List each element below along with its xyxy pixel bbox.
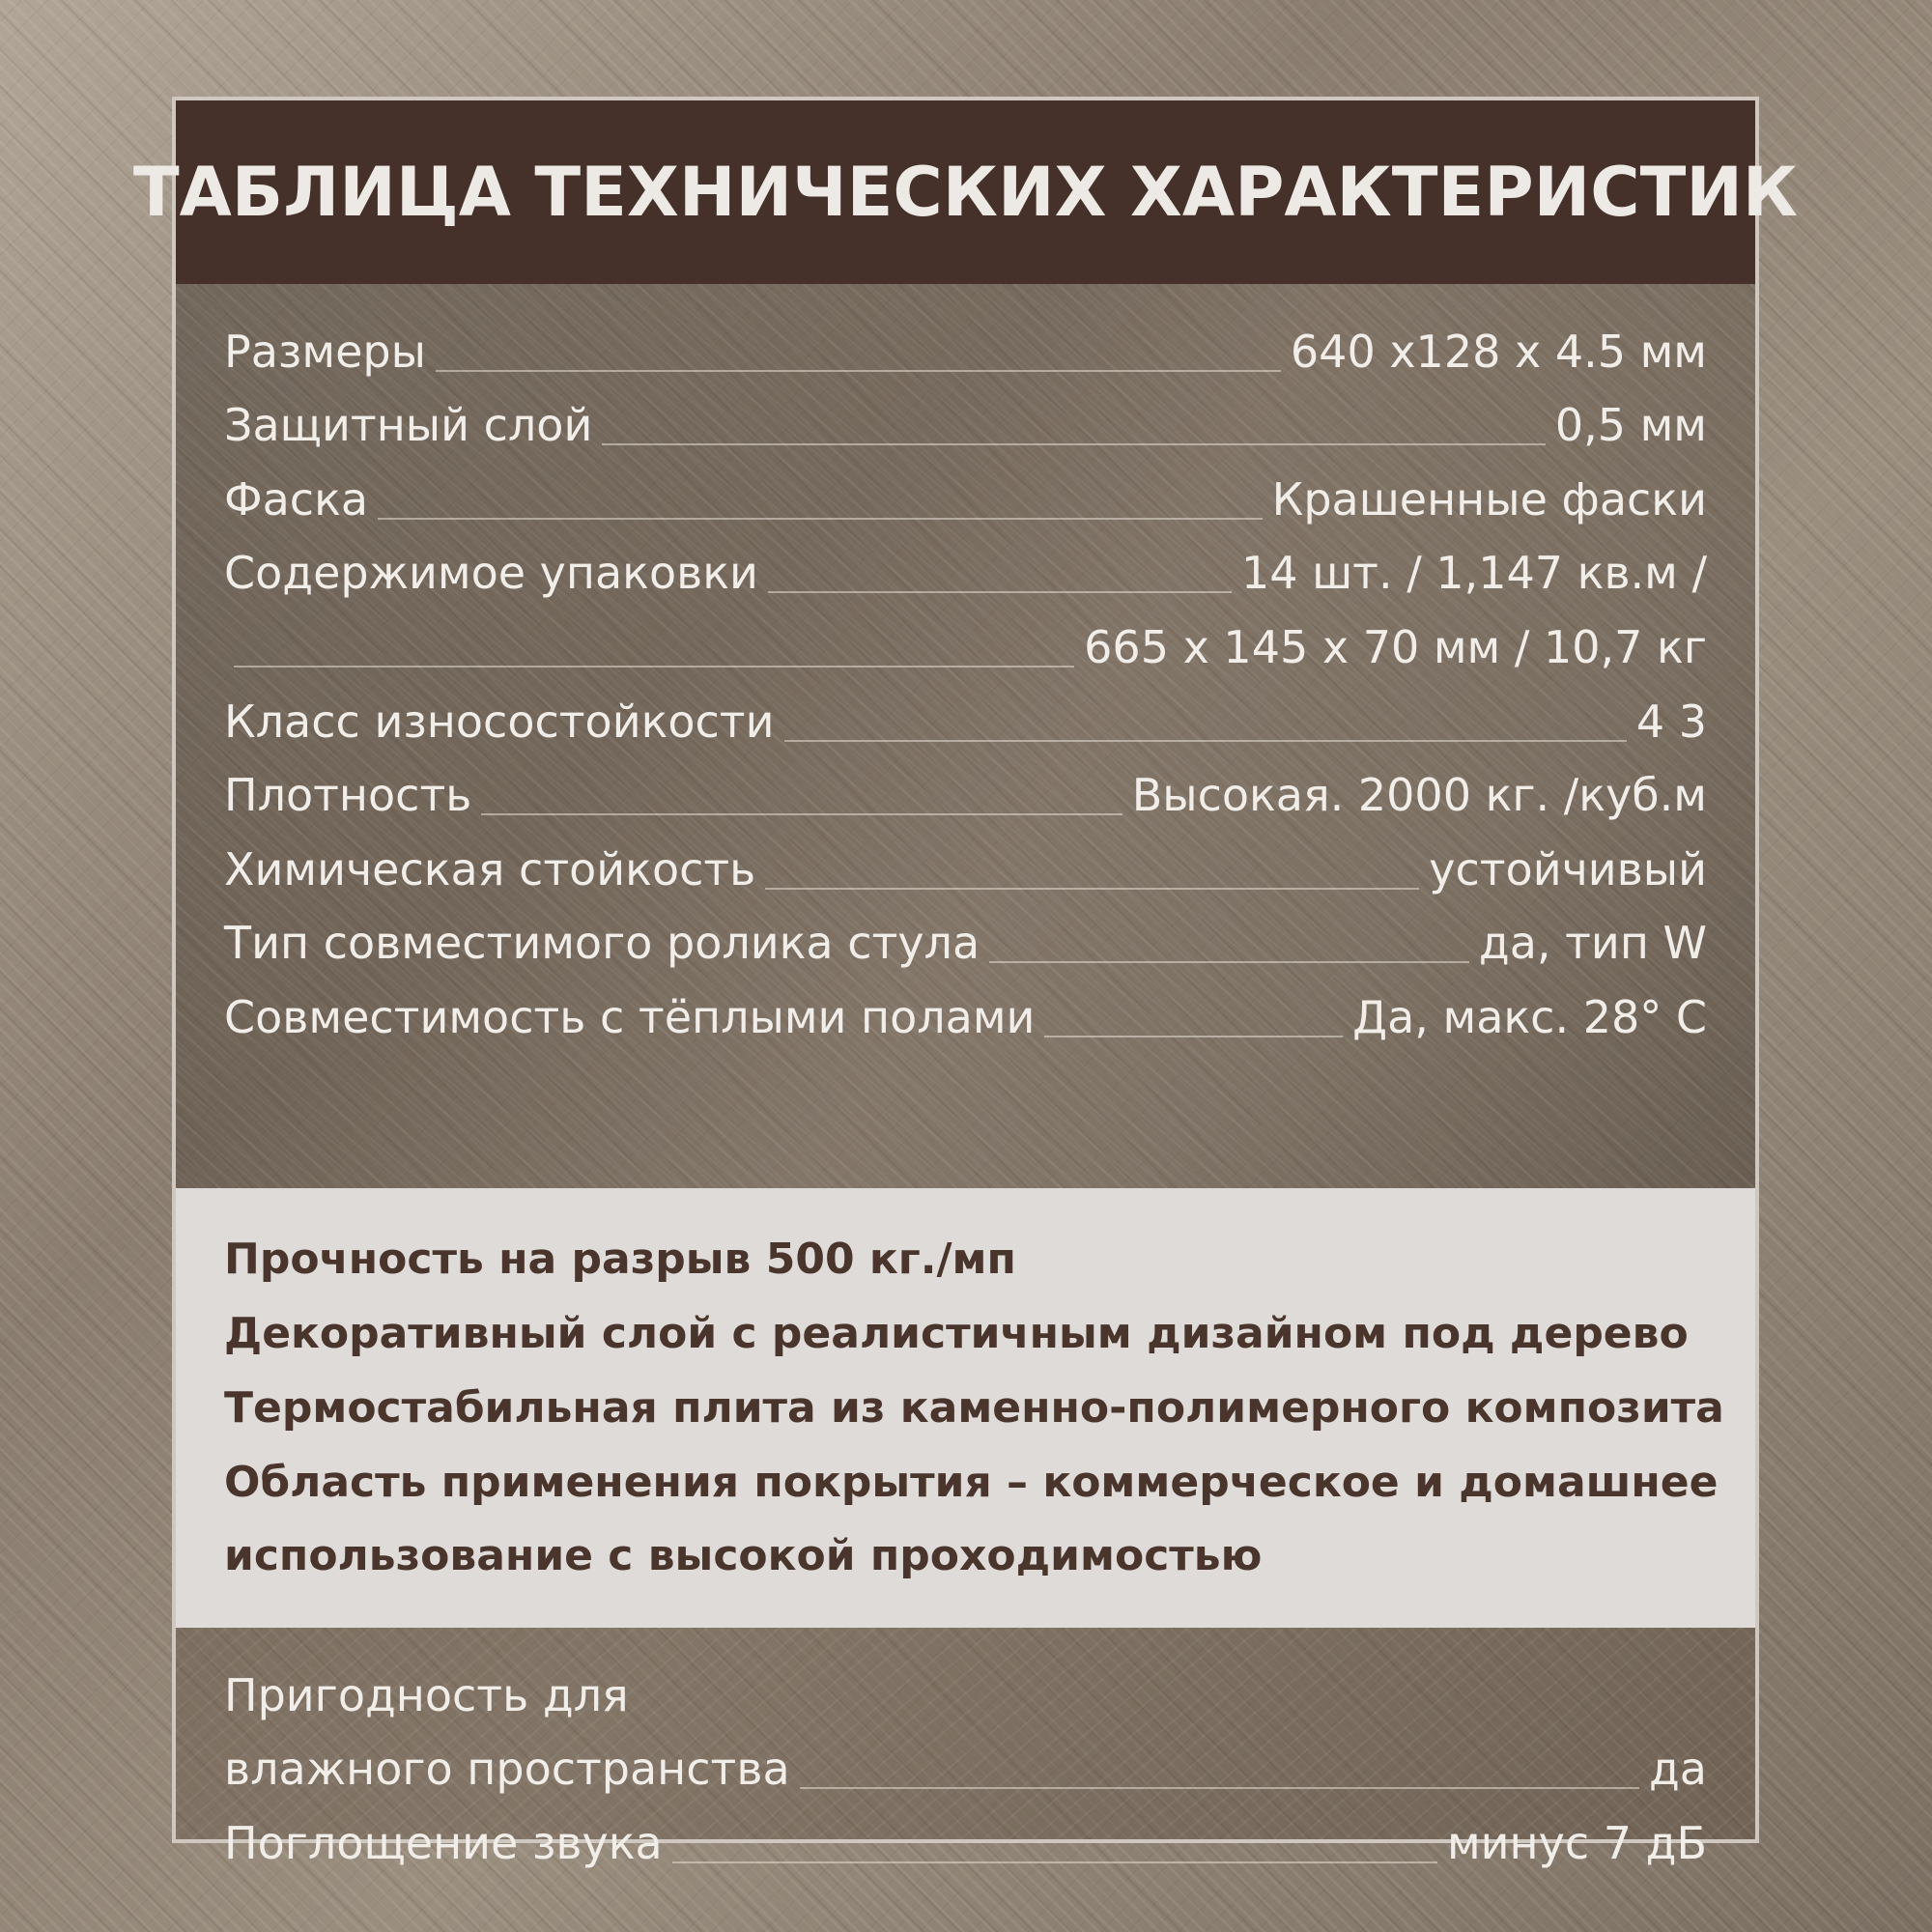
leader-line — [768, 591, 1232, 593]
leader-line — [800, 1787, 1639, 1789]
feature-item: Область применения покрытия – коммерческое и домашнее — [224, 1458, 1719, 1507]
leader-line — [436, 370, 1281, 372]
leader-line — [234, 666, 1074, 668]
spec-value: 4 3 — [1635, 696, 1707, 748]
spec-row-chair-caster — [224, 911, 1707, 975]
spec-value: 14 шт. / 1,147 кв.м / — [1240, 547, 1707, 599]
leader-line — [765, 888, 1419, 890]
spec-value: Да, макс. 28° C — [1352, 991, 1707, 1043]
leader-line — [378, 518, 1263, 520]
spec-row-chemical-resistance — [224, 838, 1707, 901]
spec-value: да — [1649, 1743, 1707, 1795]
spec-label: влажного пространства — [224, 1743, 790, 1795]
feature-item: Декоративный слой с реалистичным дизайном под дерево — [224, 1309, 1689, 1358]
spec-panel — [132, 97, 1799, 1869]
leader-line — [989, 961, 1469, 963]
spec-label: Поглощение звука — [224, 1817, 663, 1869]
spec-value: 640 x128 x 4.5 мм — [1290, 326, 1707, 378]
spec-row-package-contents-cont — [224, 615, 1707, 679]
header-bar — [132, 100, 1799, 284]
spec-label: Химическая стойкость — [224, 843, 756, 895]
leader-line — [481, 813, 1122, 815]
leader-line — [672, 1861, 1437, 1863]
spec-value: Крашенные фаски — [1271, 473, 1707, 526]
spec-row-moisture — [224, 1737, 1707, 1801]
page-title: ТАБЛИЦА ТЕХНИЧЕСКИХ ХАРАКТЕРИСТИК — [132, 153, 1799, 232]
spec-row-bevel — [224, 468, 1707, 531]
spec-label: Размеры — [224, 326, 426, 378]
spec-row-underfloor-heating — [224, 985, 1707, 1049]
feature-item: Термостабильная плита из каменно-полимерного композита — [224, 1383, 1724, 1433]
specs-table — [176, 284, 1755, 1188]
features-list — [176, 1188, 1755, 1628]
spec-row-protective-layer — [224, 393, 1707, 457]
spec-value: 0,5 мм — [1554, 399, 1707, 451]
spec-value: 665 x 145 x 70 мм / 10,7 кг — [1084, 621, 1707, 673]
spec-row-wear-class — [224, 690, 1707, 753]
feature-item: Прочность на разрыв 500 кг./мп — [224, 1235, 1016, 1284]
spec-value: Высокая. 2000 кг. /куб.м — [1131, 769, 1707, 821]
leader-line — [602, 443, 1545, 445]
spec-label: Содержимое упаковки — [224, 547, 758, 599]
spec-label-moisture-line1: Пригодность для — [224, 1669, 629, 1721]
spec-row-sound-absorption — [224, 1811, 1707, 1875]
spec-row-dimensions — [224, 320, 1707, 384]
spec-label: Плотность — [224, 769, 472, 821]
spec-row-density — [224, 763, 1707, 827]
spec-value: да, тип W — [1478, 917, 1707, 969]
spec-label: Фаска — [224, 473, 369, 526]
feature-item: использование с высокой проходимостью — [224, 1531, 1263, 1580]
extra-specs — [176, 1628, 1755, 1869]
spec-label: Защитный слой — [224, 399, 593, 451]
spec-value: устойчивый — [1429, 843, 1707, 895]
spec-row-package-contents — [224, 541, 1707, 605]
leader-line — [1044, 1036, 1343, 1037]
spec-label: Совместимость с тёплыми полами — [224, 991, 1036, 1043]
leader-line — [784, 740, 1627, 742]
spec-label: Тип совместимого ролика стула — [224, 917, 980, 969]
spec-value: минус 7 дБ — [1446, 1817, 1707, 1869]
spec-label: Класс износостойкости — [224, 696, 775, 748]
